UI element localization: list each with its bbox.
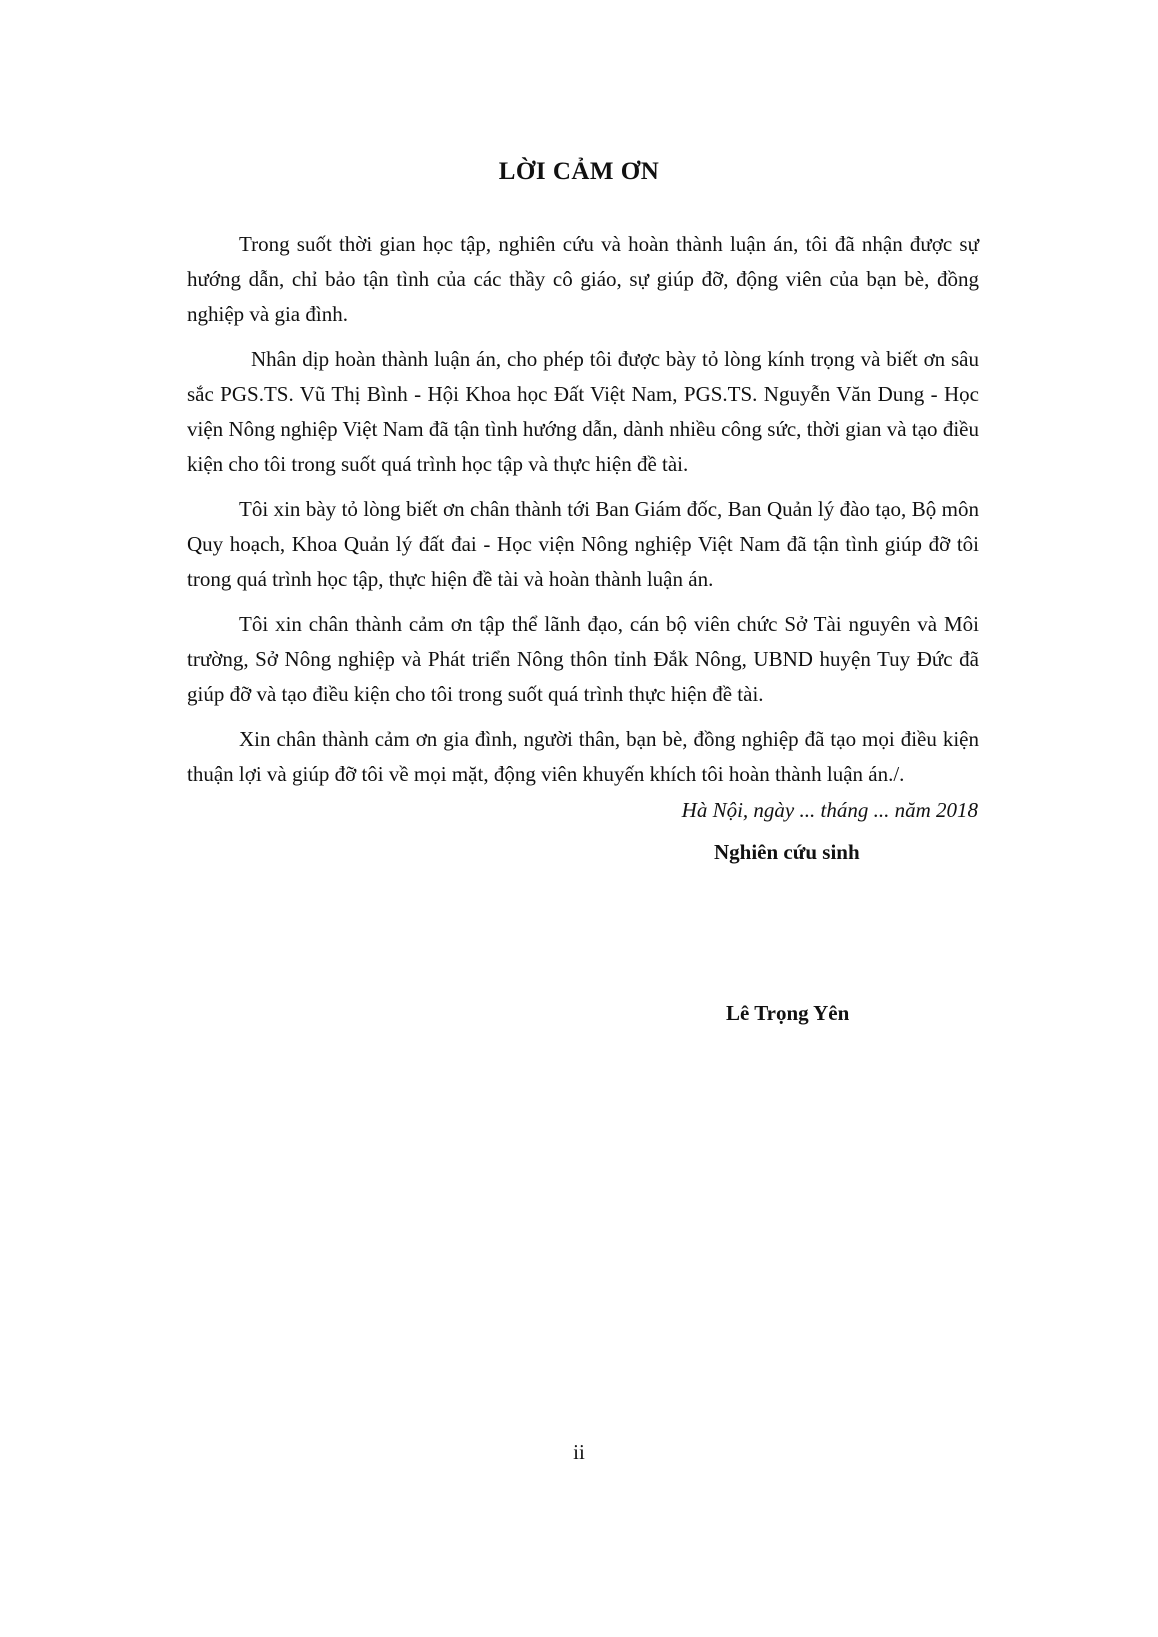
acknowledgement-body (187, 227, 979, 802)
date-line: Hà Nội, ngày ... tháng ... năm 2018 (681, 798, 978, 822)
paragraph-2: Nhân dịp hoàn thành luận án, cho phép tôi được bày tỏ lòng kính trọng và biết ơn sâu sắc PGS.TS. Vũ Thị Bình - Hội Khoa học Đất Việt Nam, PGS.TS. Nguyễn Văn Dung - Học viện Nông nghiệp Việt Nam đã tận tình hướng dẫn, dành nhiều công sức, thời gian và tạo điều kiện cho tôi trong suốt quá trình học tập và thực hiện đề tài. (187, 347, 979, 476)
paragraph-1: Trong suốt thời gian học tập, nghiên cứu và hoàn thành luận án, tôi đã nhận được sự hướng dẫn, chỉ bảo tận tình của các thầy cô giáo, sự giúp đỡ, động viên của bạn bè, đồng nghiệp và gia đình. (187, 232, 979, 326)
paragraph-5: Xin chân thành cảm ơn gia đình, người thân, bạn bè, đồng nghiệp đã tạo mọi điều kiện thuận lợi và giúp đỡ tôi về mọi mặt, động viên khuyến khích tôi hoàn thành luận án./. (187, 727, 979, 786)
paragraph-3: Tôi xin bày tỏ lòng biết ơn chân thành tới Ban Giám đốc, Ban Quản lý đào tạo, Bộ môn Quy hoạch, Khoa Quản lý đất đai - Học viện Nông nghiệp Việt Nam đã tận tình giúp đỡ tôi trong quá trình học tập, thực hiện đề tài và hoàn thành luận án. (187, 497, 979, 591)
page-title: LỜI CẢM ƠN (498, 158, 660, 185)
signer-role: Nghiên cứu sinh (714, 840, 860, 864)
signer-name: Lê Trọng Yên (726, 1001, 850, 1025)
paragraph-4: Tôi xin chân thành cảm ơn tập thể lãnh đạo, cán bộ viên chức Sở Tài nguyên và Môi trường, Sở Nông nghiệp và Phát triển Nông thôn tỉnh Đắk Nông, UBND huyện Tuy Đức đã giúp đỡ và tạo điều kiện cho tôi trong suốt quá trình thực hiện đề tài. (187, 612, 979, 706)
page-number: ii (573, 1440, 585, 1464)
